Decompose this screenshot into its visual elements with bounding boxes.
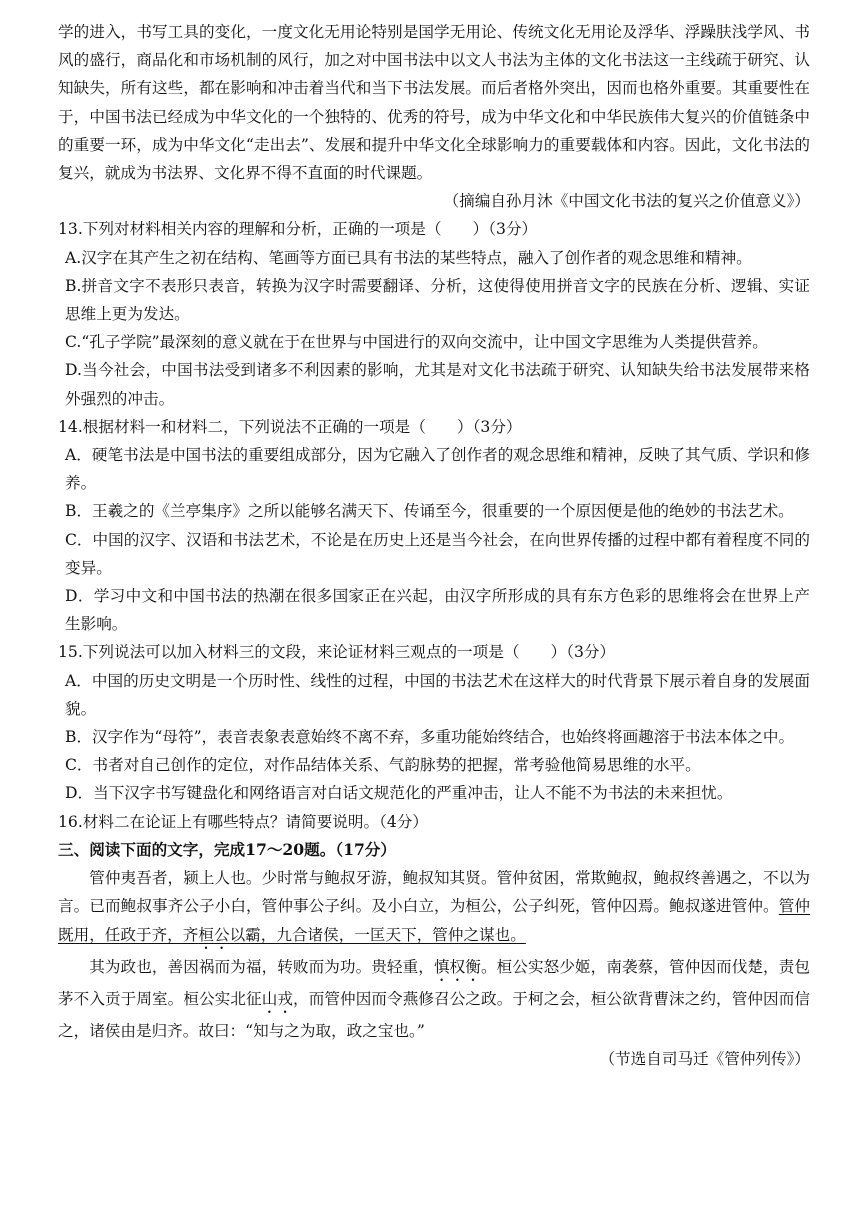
option-a: A．中国的历史文明是一个历时性、线性的过程，中国的书法艺术在这样大的时代背景下展示着自身的发展面貌。	[65, 671, 810, 718]
question-14	[58, 413, 810, 639]
classical-source: （节选自司马迁《管仲列传》）	[599, 1049, 810, 1068]
option-a: A.汉字在其产生之初在结构、笔画等方面已具有书法的某些特点，融入了创作者的观念思维和精神。	[65, 248, 752, 267]
dotted-term: 桓公	[198, 925, 230, 944]
classical-paragraph-1	[58, 864, 810, 952]
passage-source: （摘编自孙月沐《中国文化书法的复兴之价值意义》）	[443, 192, 810, 211]
question-stem: 13.下列对材料相关内容的理解和分析，正确的一项是（ ）（3分）	[58, 220, 538, 239]
option-c: C．书者对自己创作的定位，对作品结体关系、气韵脉势的把握，常考验他简易思维的水平。	[65, 756, 701, 775]
paragraph-text: 管仲夷吾者，颍上人也。少时常与鲍叔牙游，鲍叔知其贤。管仲贫困，常欺鲍叔，鲍叔终善遇之，不以为言。已而鲍叔事齐公子小白，管仲事公子纠。及小白立，为桓公，公子纠死，管仲囚焉。鲍叔遂进管仲。	[58, 869, 810, 916]
dotted-term: 慎权衡	[433, 957, 481, 976]
option-d: D.当今社会，中国书法受到诸多不利因素的影响，尤其是对文化书法疏于研究、认知缺失给书法发展带来格外强烈的冲击。	[65, 361, 810, 408]
option-d: D．学习中文和中国书法的热潮在很多国家正在兴起，由汉字所形成的具有东方色彩的思维将会在世界上产生影响。	[65, 587, 810, 634]
question-16	[58, 808, 810, 836]
dotted-term: 山戎	[261, 989, 294, 1008]
option-d: D．当下汉字书写键盘化和网络语言对白话文规范化的严重冲击，让人不能不为书法的未来担忧。	[65, 784, 733, 803]
option-b: B．汉字作为“母符”，表音表象表意始终不离不弃，多重功能始终结合，也始终将画趣溶于书法本体之中。	[65, 728, 795, 747]
question-15	[58, 638, 810, 807]
question-stem: 15.下列说法可以加入材料三的文段，来论证材料三观点的一项是（ ）（3分）	[58, 643, 616, 662]
passage-tail: 学的进入，书写工具的变化，一度文化无用论特别是国学无用论、传统文化无用论及浮华、浮躁肤浅学风、书风的盛行，商品化和市场机制的风行，加之对中国书法中以文人书法为主体的文化书法这一主线疏于研究、认知缺失，所有这些，都在影响和冲击着当代和当下书法发展。而后者格外突出，因而也格外重要。其重要性在于，中国书法已经成为中华文化的一个独特的、优秀的符号，成为中华文化和中华民族伟大复兴的价值链条中的重要一环，成为中华文化“走出去”、发展和提升中华文化全球影响力的重要载体和内容。因此，文化书法的复兴，就成为书法界、文化界不得不直面的时代课题。	[58, 23, 810, 183]
underlined-sentence: 管仲既用，任政于齐，齐桓公以霸，九合诸侯，一匡天下，管仲之谋也。	[58, 897, 810, 944]
question-stem: 14.根据材料一和材料二，下列说法不正确的一项是（ ）（3分）	[58, 417, 522, 436]
option-a: A．硬笔书法是中国书法的重要组成部分，因为它融入了创作者的观念思维和精神，反映了其气质、学识和修养。	[65, 446, 810, 493]
option-c: C．中国的汉字、汉语和书法艺术，不论是在历史上还是当今社会，在向世界传播的过程中都有着程度不同的变异。	[65, 530, 810, 577]
option-b: B．王羲之的《兰亭集序》之所以能够名满天下、传诵至今，很重要的一个原因便是他的绝妙的书法艺术。	[65, 502, 794, 521]
question-13	[58, 215, 810, 412]
classical-paragraph-2: 其为政也，善因祸而为福，转败而为功。贵轻重，慎权衡。桓公实怒少姬，南袭蔡，管仲因而伐楚，责包茅不入贡于周室。桓公实北征山戎，而管仲因而令燕修召公之政。于柯之会，桓公欲背曹沫之约，管仲因而信之，诸侯由是归齐。故曰：“知与之为取，政之宝也。”	[58, 957, 810, 1040]
section-heading: 三、阅读下面的文字，完成17～20题。（17分）	[58, 839, 396, 859]
option-b: B.拼音文字不表形只表音，转换为汉字时需要翻译、分析，这使得使用拼音文字的民族在分析、逻辑、实证思维上更为发达。	[65, 276, 810, 324]
question-stem: 16.材料二在论证上有哪些特点？请简要说明。（4分）	[58, 812, 428, 831]
option-c: C.“孔子学院”最深刻的意义就在于在世界与中国进行的双向交流中，让中国文字思维为人类提供营养。	[65, 333, 768, 352]
